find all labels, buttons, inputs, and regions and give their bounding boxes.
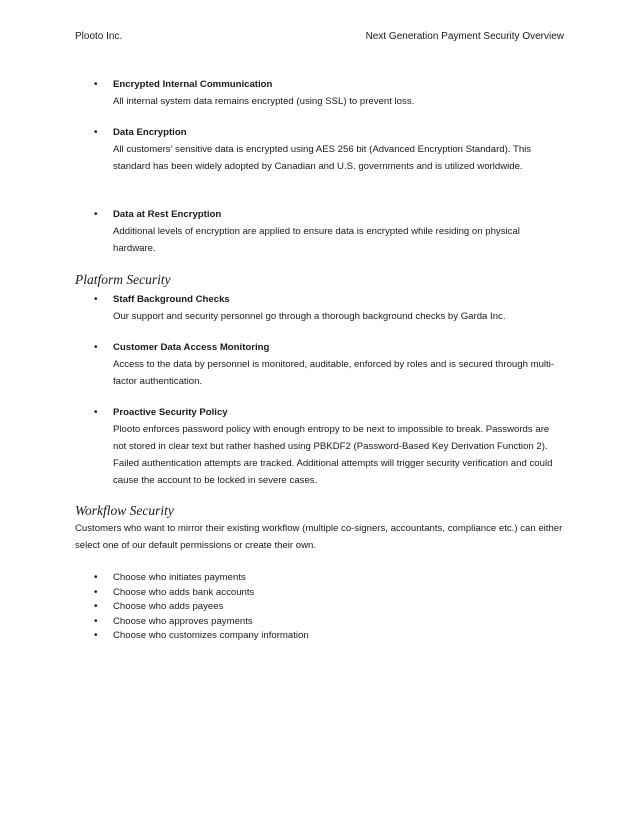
workflow-intro-paragraph: Customers who want to mirror their existing workflow (multiple co-signers, accountants, compliance etc.) can either select one of our default permissions or create their own. (75, 523, 563, 551)
list-item (94, 615, 565, 630)
page-header (75, 29, 564, 45)
platform-security-item (0, 291, 638, 325)
bullet-icon: • (94, 209, 98, 220)
list-item-text: Choose who adds bank accounts (113, 586, 255, 598)
bullet-icon: • (94, 586, 98, 598)
encryption-item (0, 124, 638, 175)
section-title-platform-security: Platform Security (75, 272, 171, 287)
item-title: Data at Rest Encryption (113, 209, 222, 220)
list-item-text: Choose who adds payees (113, 601, 224, 612)
bullet-icon: • (94, 407, 98, 418)
bullet-icon: • (94, 342, 98, 353)
item-body: Additional levels of encryption are applied to ensure data is encrypted while residing on physical hardware. (113, 226, 520, 254)
item-body: Our support and security personnel go through a thorough background checks by Garda Inc. (113, 311, 506, 322)
list-item-text: Choose who initiates payments (113, 572, 246, 583)
bullet-icon: • (94, 79, 98, 90)
list-item (94, 629, 565, 644)
item-title: Staff Background Checks (113, 294, 230, 305)
item-title: Data Encryption (113, 127, 187, 138)
bullet-icon: • (94, 601, 98, 612)
bullet-icon: • (94, 294, 98, 305)
item-title: Proactive Security Policy (113, 407, 228, 418)
item-title: Encrypted Internal Communication (113, 79, 273, 90)
list-item (94, 586, 565, 601)
item-body: All internal system data remains encrypted (using SSL) to prevent loss. (113, 96, 415, 107)
bullet-icon: • (94, 572, 98, 583)
list-item (94, 600, 565, 615)
header-company-name: Plooto Inc. (75, 31, 123, 42)
workflow-permissions-list (94, 571, 565, 644)
bullet-icon: • (94, 127, 98, 138)
encryption-item (0, 206, 638, 257)
item-body: All customers’ sensitive data is encrypted using AES 256 bit (Advanced Encryption Standard). This standard has been widely adopted by Canadian and U.S. governments and is utilized worldwide. (113, 144, 532, 172)
item-title: Customer Data Access Monitoring (113, 342, 270, 353)
list-item-text: Choose who approves payments (113, 615, 253, 627)
list-item-text: Choose who customizes company information (113, 630, 309, 641)
bullet-icon: • (94, 615, 98, 627)
item-body: Plooto enforces password policy with enough entropy to be next to impossible to break. Passwords are not stored in clear text but rather hashed using PBKDF2 (Password-Based Key Derivation Function 2). Failed authentication attempts are tracked. Additional attempts will trigger security verification and could cause the account to be locked in severe cases. (113, 424, 553, 486)
encryption-item (0, 76, 638, 110)
platform-security-item (0, 404, 638, 489)
list-item (94, 571, 565, 586)
item-body: Access to the data by personnel is monitored, auditable, enforced by roles and is secured through multi-factor authentication. (113, 359, 555, 387)
section-title-workflow-security: Workflow Security (75, 503, 174, 518)
platform-security-item (0, 339, 638, 390)
header-document-title: Next Generation Payment Security Overview (365, 31, 564, 42)
bullet-icon: • (94, 630, 98, 641)
